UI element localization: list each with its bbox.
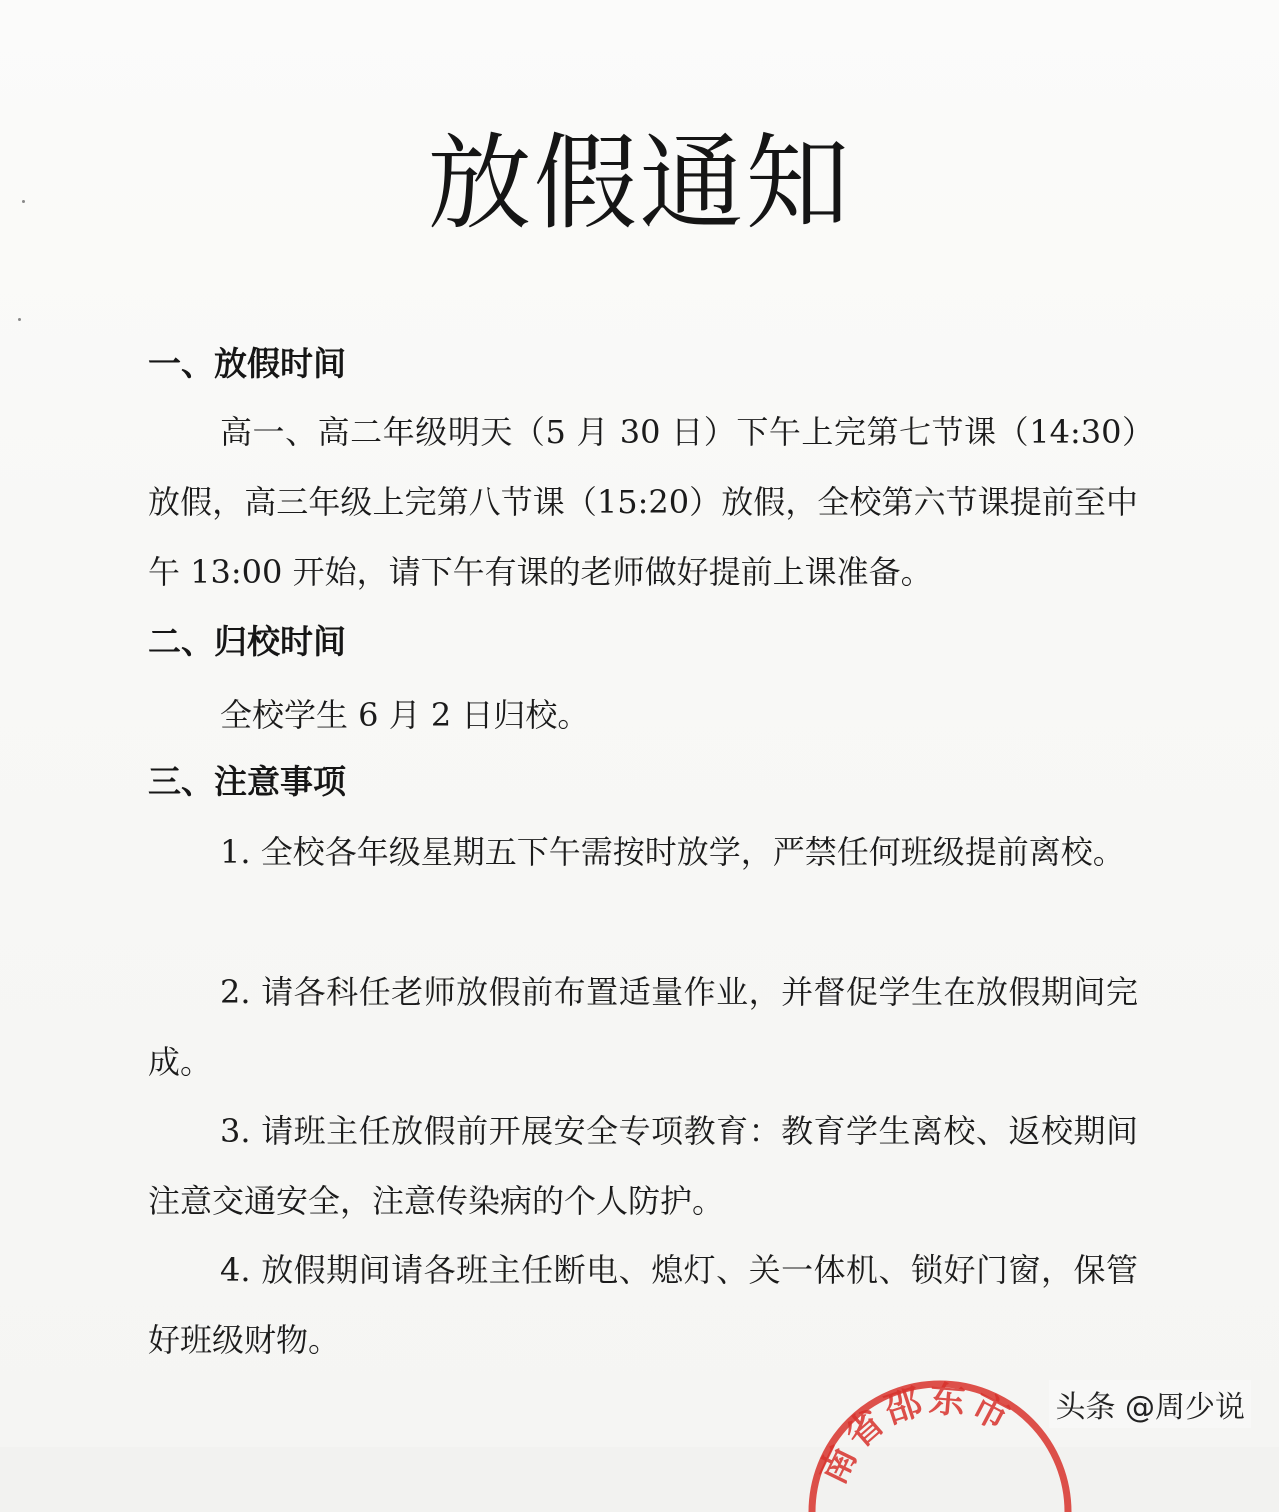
scan-speck	[18, 318, 21, 321]
notice-item-4: 4. 放假期间请各班主任断电、熄灯、关一体机、锁好门窗，保管好班级财物。	[148, 1251, 1138, 1359]
svg-text:南省邵东市	[812, 1379, 1019, 1491]
notice-item-1: 1. 全校各年级星期五下午需按时放学，严禁任何班级提前离校。	[220, 833, 1125, 871]
section-2-heading: 二、归校时间	[148, 622, 346, 661]
notice-item-2: 2. 请各科任老师放假前布置适量作业，并督促学生在放假期间完成。	[148, 973, 1138, 1081]
section-1-heading: 一、放假时间	[148, 344, 346, 383]
watermark: 头条 @周少说	[1049, 1380, 1251, 1428]
official-seal	[800, 1372, 1080, 1512]
seal-text: 南省邵东市	[812, 1378, 1020, 1491]
section-3-heading: 三、注意事项	[148, 762, 346, 801]
notice-title: 放假通知	[427, 122, 852, 244]
section-2-body: 全校学生 6 月 2 日归校。	[220, 696, 590, 734]
notice-item-3: 3. 请班主任放假前开展安全专项教育：教育学生离校、返校期间注意交通安全，注意传染病的个人防护。	[148, 1112, 1138, 1220]
section-1-body: 高一、高二年级明天（5 月 30 日）下午上完第七节课（14:30）放假，高三年级上完第八节课（15:20）放假，全校第六节课提前至中午 13:00 开始，请下午有课的老师做好提前上课准备。	[148, 413, 1138, 591]
